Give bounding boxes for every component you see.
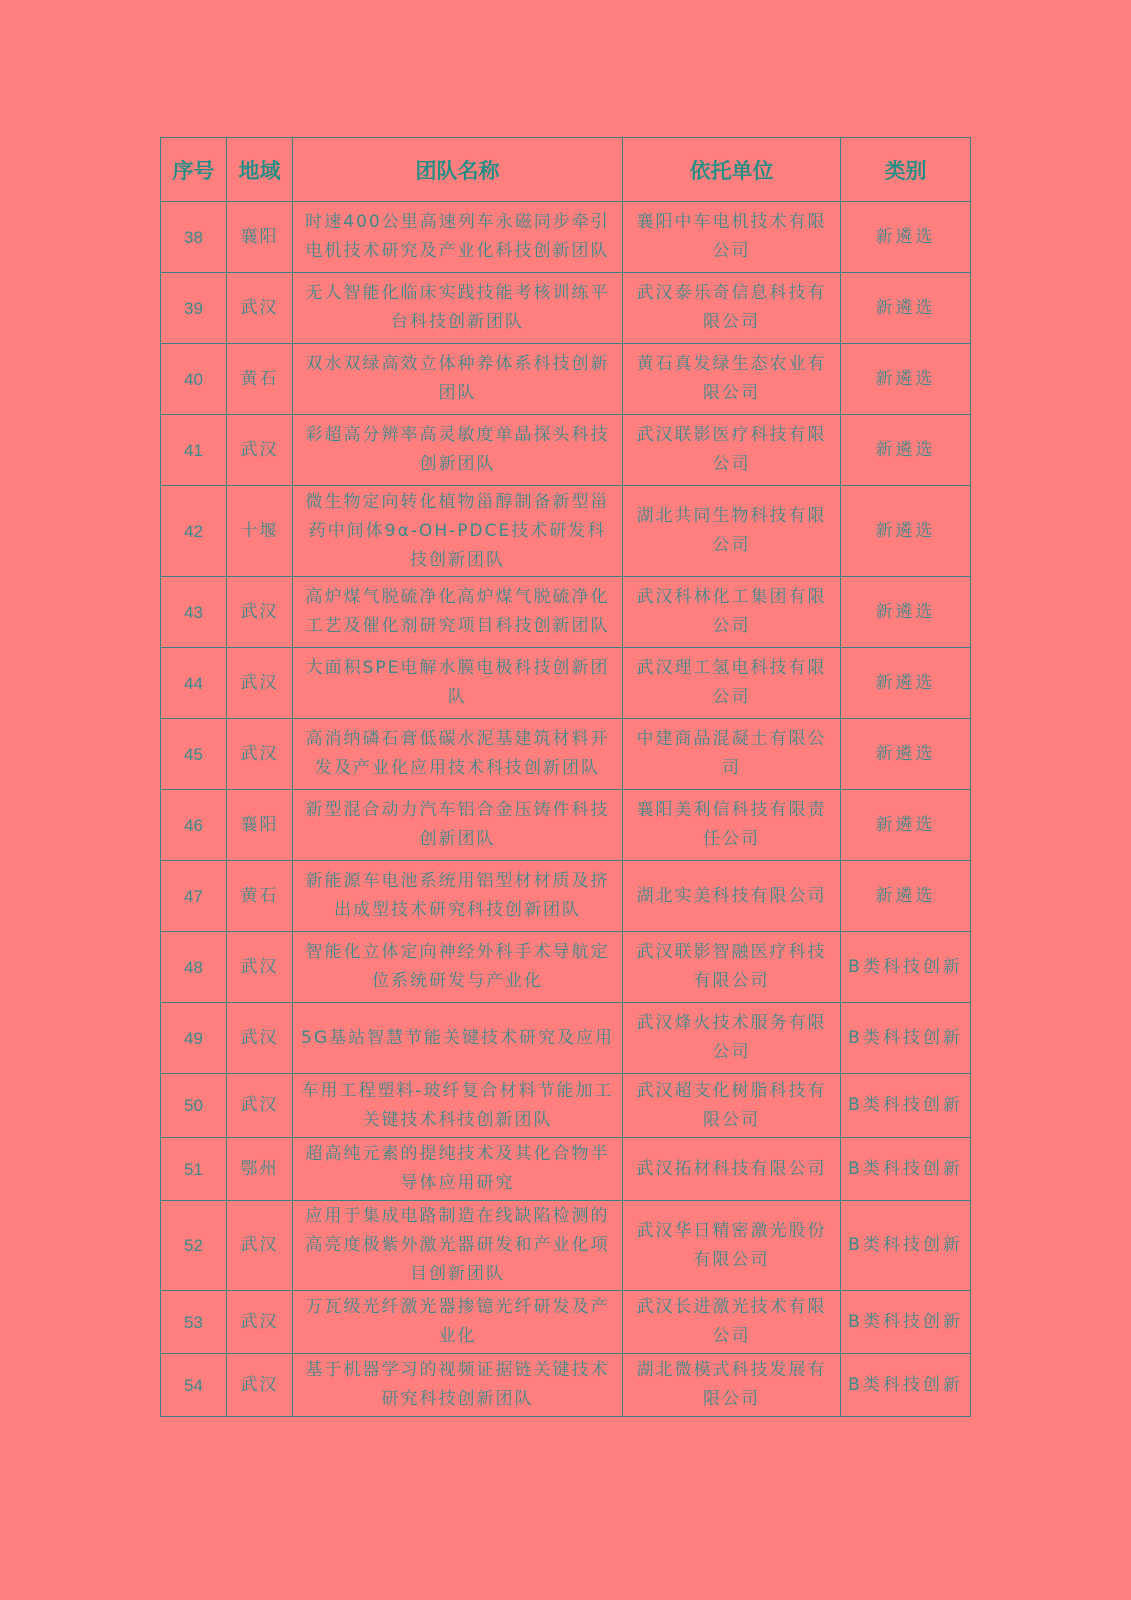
row-team-name: 时速400公里高速列车永磁同步牵引电机技术研究及产业化科技创新团队 (293, 202, 623, 273)
row-index: 47 (161, 861, 227, 932)
row-team-name: 应用于集成电路制造在线缺陷检测的高亮度极紫外激光器研发和产业化项目创新团队 (293, 1201, 623, 1291)
header-index: 序号 (161, 138, 227, 202)
row-category: 新遴选 (841, 273, 971, 344)
row-host-unit: 黄石真发绿生态农业有限公司 (623, 344, 841, 415)
row-region: 黄石 (227, 344, 293, 415)
header-category: 类别 (841, 138, 971, 202)
row-region: 武汉 (227, 1201, 293, 1291)
row-team-name: 车用工程塑料-玻纤复合材料节能加工关键技术科技创新团队 (293, 1074, 623, 1138)
row-category: B类科技创新 (841, 1003, 971, 1074)
row-category: 新遴选 (841, 344, 971, 415)
row-host-unit: 武汉联影智融医疗科技有限公司 (623, 932, 841, 1003)
row-index: 41 (161, 415, 227, 486)
row-team-name: 万瓦级光纤激光器掺镱光纤研发及产业化 (293, 1291, 623, 1354)
row-host-unit: 武汉长进激光技术有限公司 (623, 1291, 841, 1354)
row-team-name: 高炉煤气脱硫净化高炉煤气脱硫净化工艺及催化剂研究项目科技创新团队 (293, 577, 623, 648)
row-index: 49 (161, 1003, 227, 1074)
row-index: 43 (161, 577, 227, 648)
row-category: 新遴选 (841, 415, 971, 486)
row-region: 武汉 (227, 415, 293, 486)
row-category: 新遴选 (841, 719, 971, 790)
row-team-name: 新型混合动力汽车铝合金压铸件科技创新团队 (293, 790, 623, 861)
row-region: 黄石 (227, 861, 293, 932)
row-index: 46 (161, 790, 227, 861)
row-category: B类科技创新 (841, 932, 971, 1003)
row-category: B类科技创新 (841, 1354, 971, 1417)
row-region: 武汉 (227, 932, 293, 1003)
row-host-unit: 襄阳中车电机技术有限公司 (623, 202, 841, 273)
row-host-unit: 襄阳美利信科技有限责任公司 (623, 790, 841, 861)
row-host-unit: 武汉超支化树脂科技有限公司 (623, 1074, 841, 1138)
header-region: 地域 (227, 138, 293, 202)
row-team-name: 新能源车电池系统用铝型材材质及挤出成型技术研究科技创新团队 (293, 861, 623, 932)
row-category: 新遴选 (841, 486, 971, 577)
table-row (161, 415, 971, 486)
table-row (161, 1291, 971, 1354)
row-category: B类科技创新 (841, 1074, 971, 1138)
row-index: 40 (161, 344, 227, 415)
row-region: 武汉 (227, 1003, 293, 1074)
row-host-unit: 武汉华日精密激光股份有限公司 (623, 1201, 841, 1291)
row-region: 襄阳 (227, 202, 293, 273)
row-category: B类科技创新 (841, 1138, 971, 1201)
row-region: 武汉 (227, 719, 293, 790)
row-region: 武汉 (227, 1291, 293, 1354)
row-index: 53 (161, 1291, 227, 1354)
row-category: 新遴选 (841, 861, 971, 932)
row-region: 武汉 (227, 1354, 293, 1417)
header-team-name: 团队名称 (293, 138, 623, 202)
row-category: B类科技创新 (841, 1291, 971, 1354)
header-host-unit: 依托单位 (623, 138, 841, 202)
row-region: 武汉 (227, 648, 293, 719)
table-row (161, 577, 971, 648)
row-index: 52 (161, 1201, 227, 1291)
row-host-unit: 湖北微模式科技发展有限公司 (623, 1354, 841, 1417)
row-team-name: 无人智能化临床实践技能考核训练平台科技创新团队 (293, 273, 623, 344)
row-region: 十堰 (227, 486, 293, 577)
table-row (161, 1003, 971, 1074)
table-row (161, 719, 971, 790)
row-host-unit: 武汉理工氢电科技有限公司 (623, 648, 841, 719)
row-team-name: 双水双绿高效立体种养体系科技创新团队 (293, 344, 623, 415)
row-index: 44 (161, 648, 227, 719)
table-row (161, 202, 971, 273)
row-category: 新遴选 (841, 790, 971, 861)
table-row (161, 1138, 971, 1201)
table-row (161, 344, 971, 415)
row-host-unit: 湖北实美科技有限公司 (623, 861, 841, 932)
table-row (161, 486, 971, 577)
row-team-name: 超高纯元素的提纯技术及其化合物半导体应用研究 (293, 1138, 623, 1201)
row-region: 武汉 (227, 273, 293, 344)
team-list-table (160, 137, 971, 1417)
row-host-unit: 武汉联影医疗科技有限公司 (623, 415, 841, 486)
row-team-name: 大面积SPE电解水膜电极科技创新团队 (293, 648, 623, 719)
table-row (161, 932, 971, 1003)
row-team-name: 高消纳磷石膏低碳水泥基建筑材料开发及产业化应用技术科技创新团队 (293, 719, 623, 790)
table-row (161, 861, 971, 932)
row-category: B类科技创新 (841, 1201, 971, 1291)
row-index: 50 (161, 1074, 227, 1138)
row-host-unit: 武汉科林化工集团有限公司 (623, 577, 841, 648)
row-region: 鄂州 (227, 1138, 293, 1201)
row-index: 39 (161, 273, 227, 344)
table-row (161, 1354, 971, 1417)
row-region: 武汉 (227, 577, 293, 648)
row-host-unit: 湖北共同生物科技有限公司 (623, 486, 841, 577)
table-row (161, 790, 971, 861)
row-host-unit: 武汉拓材科技有限公司 (623, 1138, 841, 1201)
row-index: 51 (161, 1138, 227, 1201)
row-category: 新遴选 (841, 202, 971, 273)
row-team-name: 彩超高分辨率高灵敏度单晶探头科技创新团队 (293, 415, 623, 486)
table-row (161, 1201, 971, 1291)
table-row (161, 273, 971, 344)
row-category: 新遴选 (841, 577, 971, 648)
row-host-unit: 武汉泰乐奇信息科技有限公司 (623, 273, 841, 344)
row-index: 42 (161, 486, 227, 577)
row-team-name: 微生物定向转化植物甾醇制备新型甾药中间体9α-OH-PDCE技术研发科技创新团队 (293, 486, 623, 577)
row-team-name: 基于机器学习的视频证据链关键技术研究科技创新团队 (293, 1354, 623, 1417)
row-category: 新遴选 (841, 648, 971, 719)
row-index: 45 (161, 719, 227, 790)
row-region: 襄阳 (227, 790, 293, 861)
table-row (161, 648, 971, 719)
row-host-unit: 武汉烽火技术服务有限公司 (623, 1003, 841, 1074)
row-index: 48 (161, 932, 227, 1003)
table-header-row (161, 138, 971, 202)
row-host-unit: 中建商品混凝土有限公司 (623, 719, 841, 790)
row-region: 武汉 (227, 1074, 293, 1138)
row-index: 54 (161, 1354, 227, 1417)
table-row (161, 1074, 971, 1138)
row-index: 38 (161, 202, 227, 273)
row-team-name: 5G基站智慧节能关键技术研究及应用 (293, 1003, 623, 1074)
row-team-name: 智能化立体定向神经外科手术导航定位系统研发与产业化 (293, 932, 623, 1003)
